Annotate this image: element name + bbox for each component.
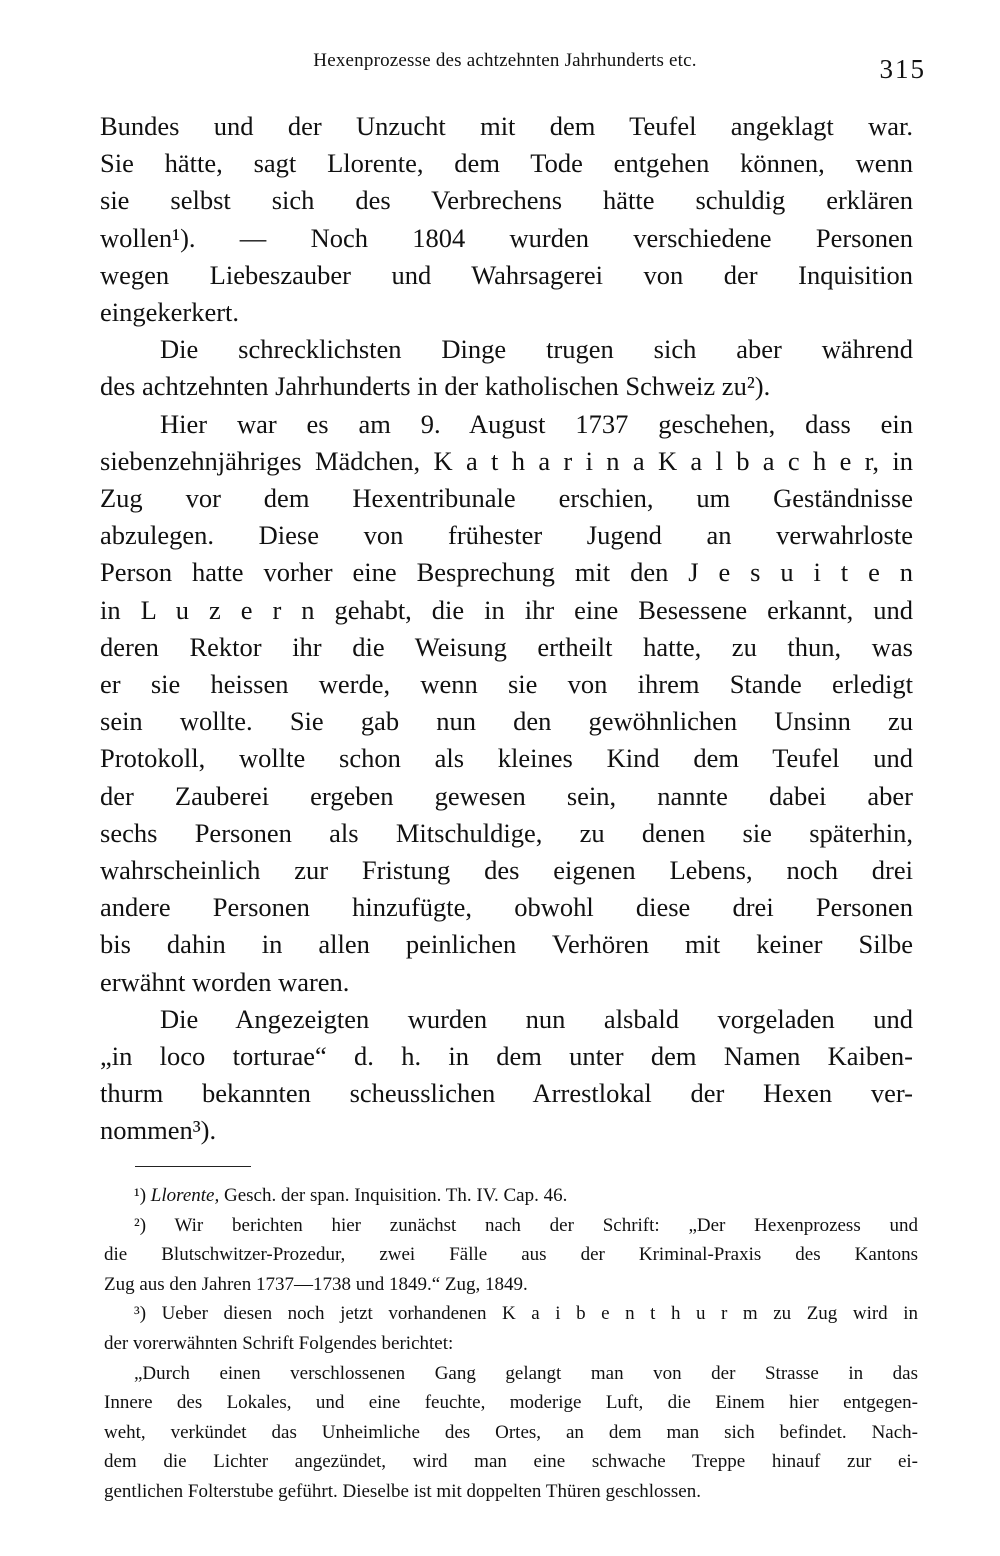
text-line: der Zauberei ergeben gewesen sein, nannte dabei aber bbox=[100, 780, 913, 811]
text-line: abzulegen. Diese von frühester Jugend an verwahrloste bbox=[100, 520, 913, 551]
footnote bbox=[104, 1359, 918, 1507]
footnote-line bbox=[104, 1299, 918, 1329]
paragraph bbox=[100, 406, 913, 1001]
page-header bbox=[100, 46, 930, 86]
text-line: thurm bekannten scheusslichen Arrestlokal der Hexen ver- bbox=[100, 1078, 913, 1109]
text-line: Sie hätte, sagt Llorente, dem Tode entgehen können, wenn bbox=[100, 148, 913, 179]
paragraph bbox=[100, 1001, 913, 1150]
text-line: Die Angezeigten wurden nun alsbald vorgeladen und bbox=[160, 1003, 913, 1034]
text-line: siebenzehnjähriges Mädchen, K a t h a r i n a K a l b a c h e r, in bbox=[100, 445, 913, 476]
footnote-line: weht, verkündet das Unheimliche des Ortes, an dem man sich befindet. Nach- bbox=[104, 1421, 918, 1443]
footnote-line: Innere des Lokales, und eine feuchte, moderige Luft, die Einem hier entgegen- bbox=[104, 1392, 918, 1414]
text-line: sie selbst sich des Verbrechens hätte schuldig erklären bbox=[100, 185, 913, 216]
text-line: er sie heissen werde, wenn sie von ihrem Stande erledigt bbox=[100, 669, 913, 700]
text-line: Bundes und der Unzucht mit dem Teufel angeklagt war. bbox=[100, 111, 913, 141]
footnote-marker: ²) bbox=[134, 1214, 147, 1236]
page-number: 315 bbox=[879, 54, 926, 84]
text-line: andere Personen hinzufügte, obwohl diese drei Personen bbox=[100, 892, 913, 923]
text-line: sechs Personen als Mitschuldige, zu denen sie späterhin, bbox=[100, 817, 913, 848]
text-line: „in loco torturae“ d. h. in dem unter dem Namen Kaiben- bbox=[100, 1041, 913, 1072]
text-line: des achtzehnten Jahrhunderts in der katholischen Schweiz zu²). bbox=[100, 371, 771, 402]
footnote-line: der vorerwähnten Schrift Folgendes berichtet: bbox=[104, 1332, 454, 1354]
footnote-line bbox=[104, 1211, 918, 1241]
text-line: wahrscheinlich zur Fristung des eigenen Lebens, noch drei bbox=[100, 855, 913, 886]
footnote-text: Gesch. der span. Inquisition. Th. IV. Cap. 46. bbox=[223, 1185, 568, 1206]
text-line: nommen³). bbox=[100, 1115, 217, 1146]
paragraph bbox=[100, 331, 913, 405]
footnote-text: Ueber diesen noch jetzt vorhandenen K a i b e n t h u r m zu Zug wird in bbox=[161, 1303, 918, 1325]
text-line: Die schrecklichsten Dinge trugen sich aber während bbox=[160, 334, 913, 365]
footnote-line: „Durch einen verschlossenen Gang gelangt man von der Strasse in das bbox=[134, 1362, 918, 1384]
footnote-line: gentlichen Folterstube geführt. Dieselbe ist mit doppelten Thüren geschlossen. bbox=[104, 1480, 701, 1502]
text-line: Hier war es am 9. August 1737 geschehen, dass ein bbox=[160, 408, 913, 439]
footnote-line: die Blutschwitzer-Prozedur, zwei Fälle aus der Kriminal-Praxis des Kantons bbox=[104, 1244, 918, 1266]
footnote-divider bbox=[135, 1166, 251, 1167]
running-title: Hexenprozesse des achtzehnten Jahrhunderts etc. bbox=[313, 50, 697, 71]
footnote-line: Zug aus den Jahren 1737—1738 und 1849.“ Zug, 1849. bbox=[104, 1273, 528, 1295]
footnote bbox=[104, 1211, 918, 1300]
text-line: in L u z e r n gehabt, die in ihr eine Besessene erkannt, und bbox=[100, 594, 913, 625]
text-line: deren Rektor ihr die Weisung ertheilt hatte, zu thun, was bbox=[100, 631, 913, 662]
footnote-marker: ³) bbox=[134, 1303, 147, 1325]
text-line: erwähnt worden waren. bbox=[100, 966, 350, 997]
text-line: eingekerkert. bbox=[100, 297, 240, 328]
paragraph bbox=[100, 108, 913, 331]
footnote-marker: ¹) bbox=[134, 1185, 147, 1206]
body-text bbox=[100, 108, 913, 1150]
footnote bbox=[104, 1181, 918, 1211]
text-line: Person hatte vorher eine Besprechung mit den J e s u i t e n bbox=[100, 557, 913, 588]
text-line: wollen¹). — Noch 1804 wurden verschiedene Personen bbox=[100, 222, 913, 253]
footnote-text: Wir berichten hier zunächst nach der Schrift: „Der Hexenprozess und bbox=[174, 1214, 918, 1236]
footnote-line bbox=[104, 1181, 918, 1211]
footnotes bbox=[104, 1181, 918, 1507]
cited-author: Llorente, bbox=[150, 1185, 220, 1206]
footnote bbox=[104, 1299, 918, 1358]
text-line: bis dahin in allen peinlichen Verhören mit keiner Silbe bbox=[100, 929, 913, 960]
text-line: Protokoll, wollte schon als kleines Kind dem Teufel und bbox=[100, 743, 913, 774]
text-line: wegen Liebeszauber und Wahrsagerei von der Inquisition bbox=[100, 259, 913, 290]
footnote-line: dem die Lichter angezündet, wird man eine schwache Treppe hinauf zur ei- bbox=[104, 1451, 918, 1473]
text-line: Zug vor dem Hexentribunale erschien, um Geständnisse bbox=[100, 483, 913, 514]
text-line: sein wollte. Sie gab nun den gewöhnlichen Unsinn zu bbox=[100, 706, 913, 737]
